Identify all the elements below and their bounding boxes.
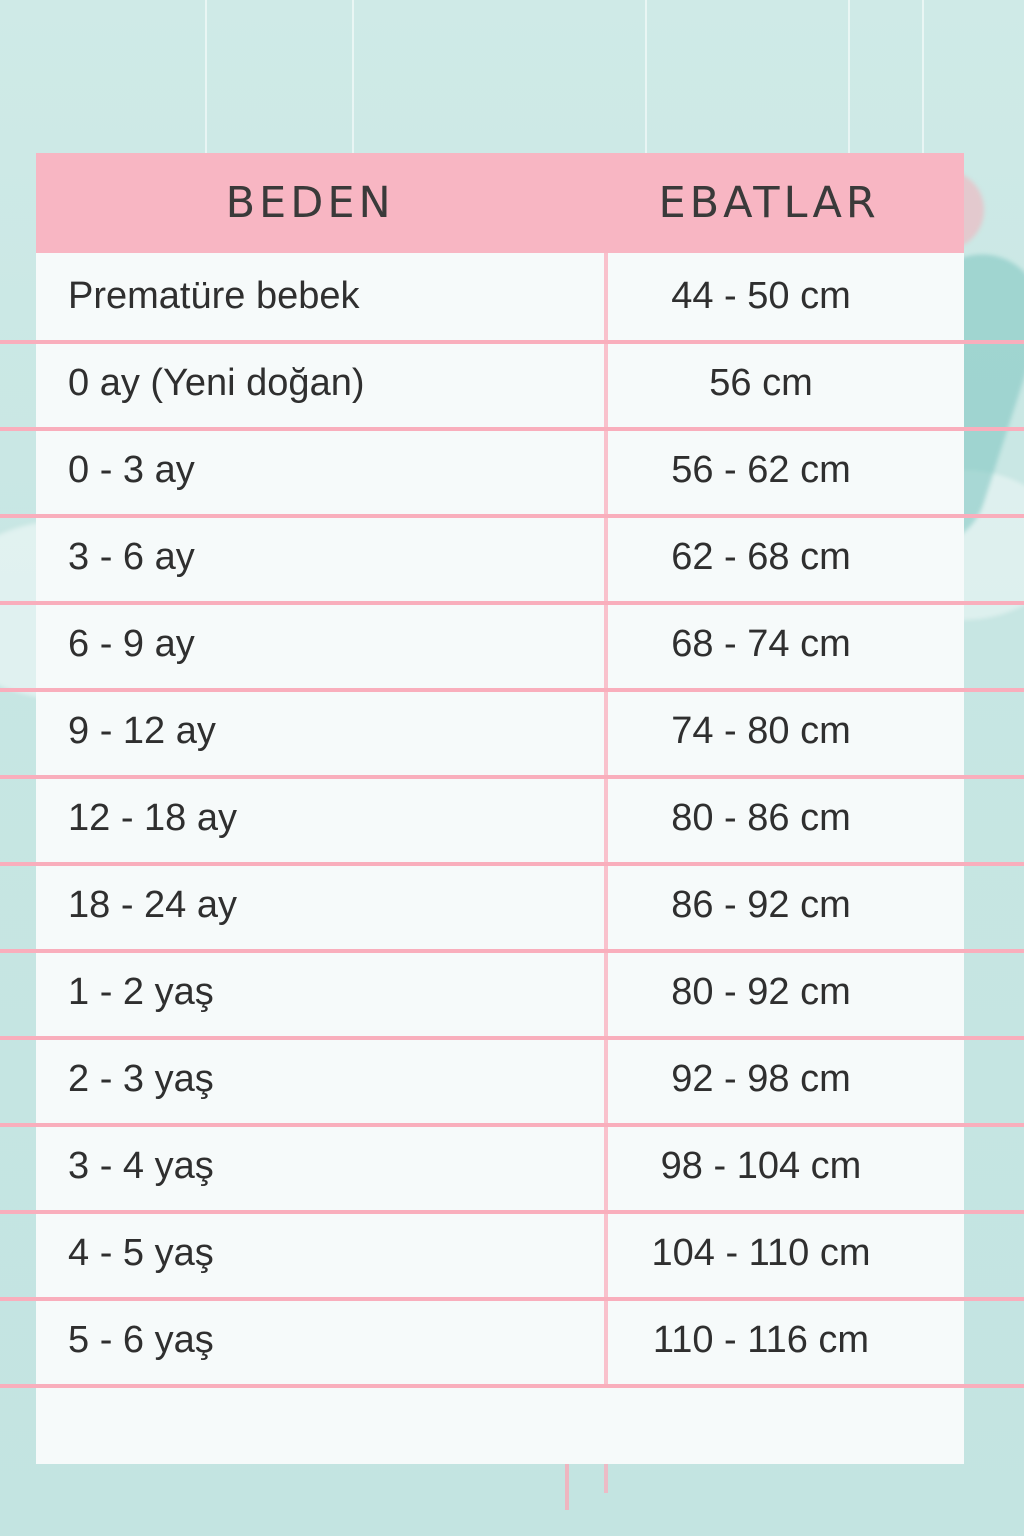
table-row [36, 1036, 964, 1123]
column-header-size: BEDEN [225, 178, 395, 228]
table-row [36, 601, 964, 688]
cell-dimensions: 92 - 98 cm [671, 1058, 851, 1100]
table-footer-spacer [36, 1384, 964, 1464]
table-header-row [36, 153, 964, 253]
cell-size: Prematüre bebek [68, 275, 360, 317]
cell-dimensions: 98 - 104 cm [660, 1145, 862, 1187]
cell-dimensions: 104 - 110 cm [651, 1232, 871, 1274]
table-row [36, 427, 964, 514]
background-stripe [645, 0, 647, 160]
cell-size: 4 - 5 yaş [68, 1232, 214, 1274]
cell-size: 6 - 9 ay [68, 623, 195, 665]
cell-dimensions: 110 - 116 cm [652, 1319, 870, 1361]
table-row [36, 862, 964, 949]
cell-size: 0 ay (Yeni doğan) [68, 362, 365, 404]
cell-size: 9 - 12 ay [68, 710, 216, 752]
cell-dimensions: 86 - 92 cm [671, 884, 851, 926]
cell-dimensions: 62 - 68 cm [671, 536, 851, 578]
table-row [36, 1123, 964, 1210]
cell-size: 0 - 3 ay [68, 449, 195, 491]
table-row [36, 340, 964, 427]
cell-size: 5 - 6 yaş [68, 1319, 214, 1361]
cell-dimensions: 74 - 80 cm [671, 710, 851, 752]
cell-size: 18 - 24 ay [68, 884, 237, 926]
cell-size: 12 - 18 ay [68, 797, 237, 839]
size-chart-table [36, 153, 964, 1464]
cell-dimensions: 68 - 74 cm [671, 623, 851, 665]
table-row [36, 1210, 964, 1297]
table-row [36, 688, 964, 775]
cell-dimensions: 56 cm [709, 362, 813, 404]
cell-dimensions: 56 - 62 cm [671, 449, 851, 491]
column-header-dimensions: EBATLAR [658, 178, 880, 228]
background-stripe [848, 0, 850, 160]
cell-dimensions: 80 - 92 cm [671, 971, 851, 1013]
table-row [36, 1297, 964, 1384]
cell-dimensions: 80 - 86 cm [671, 797, 851, 839]
table-row [36, 253, 964, 340]
background-stripe [922, 0, 924, 160]
table-body [36, 253, 964, 1384]
table-row [36, 514, 964, 601]
table-row [36, 775, 964, 862]
background-stripe [205, 0, 207, 160]
background-stripe [352, 0, 354, 160]
cell-dimensions: 44 - 50 cm [671, 275, 851, 317]
table-row [36, 949, 964, 1036]
cell-size: 2 - 3 yaş [68, 1058, 214, 1100]
cell-size: 1 - 2 yaş [68, 971, 214, 1013]
cell-size: 3 - 6 ay [68, 536, 195, 578]
cell-size: 3 - 4 yaş [68, 1145, 214, 1187]
